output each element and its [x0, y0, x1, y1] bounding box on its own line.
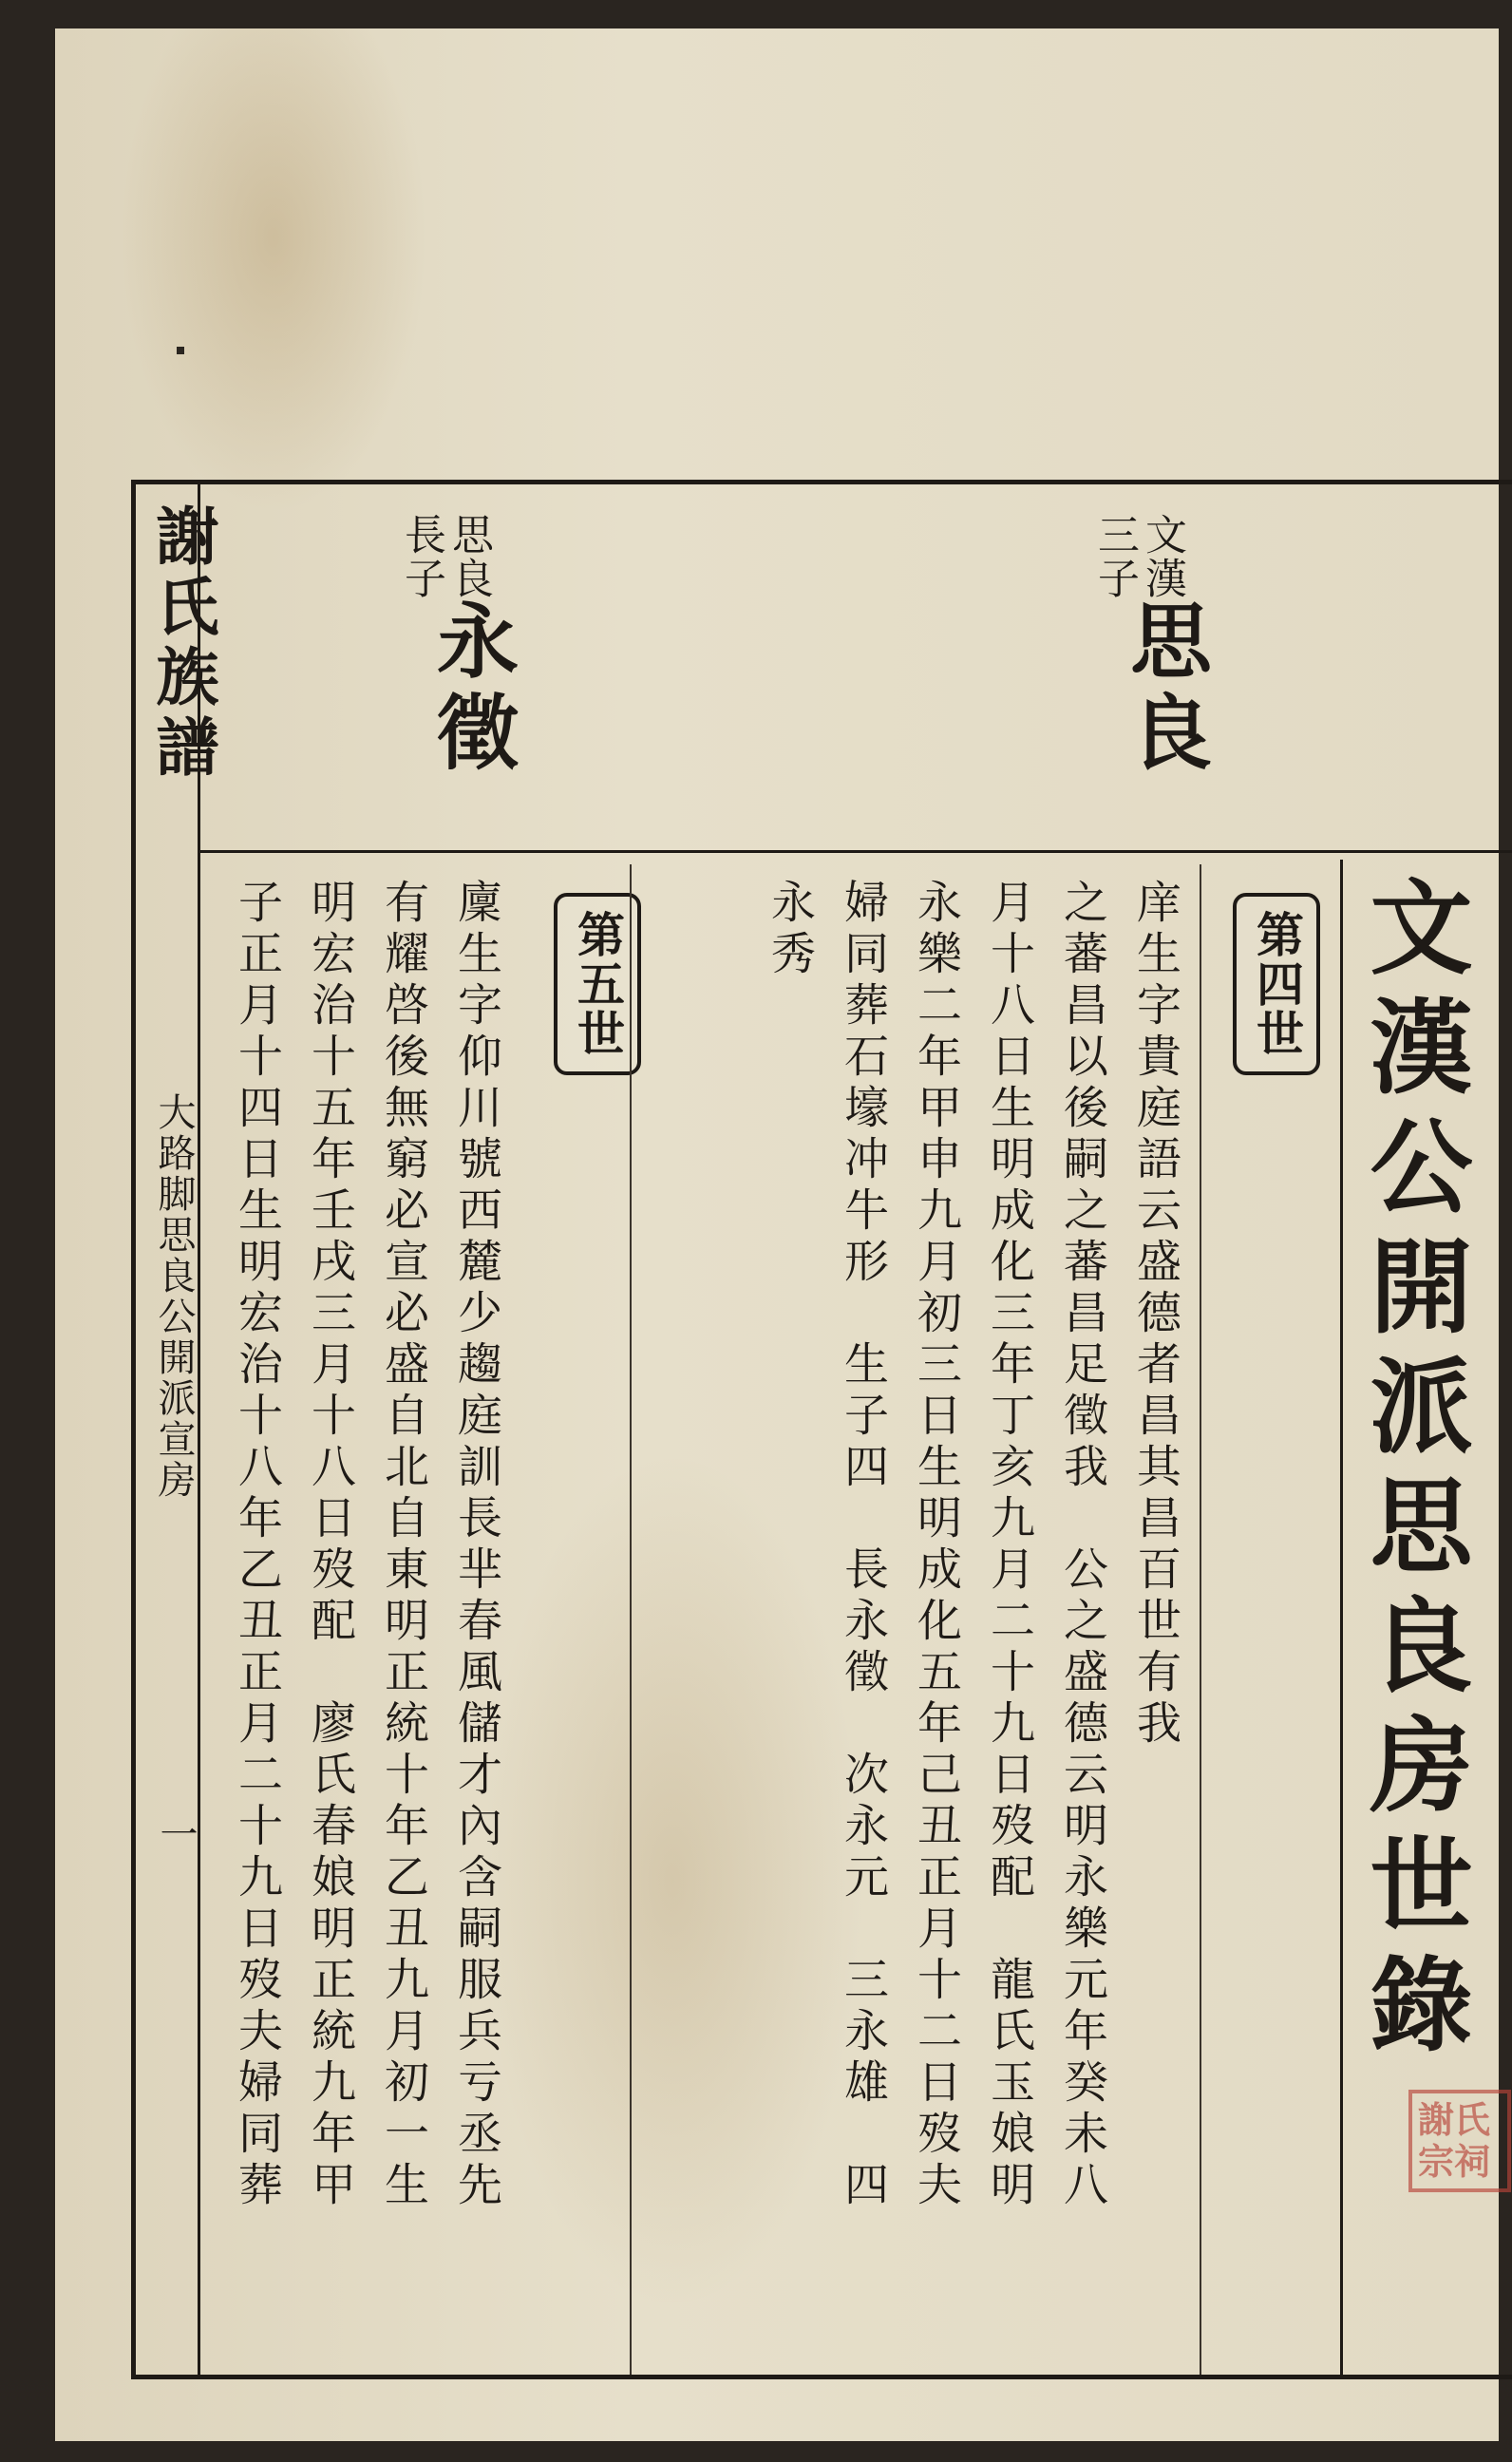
red-seal-stamp: 謝氏宗祠 [1408, 2090, 1511, 2192]
gen5-bio-line: 子正月十四日生明宏治十八年乙丑正月二十九日歿夫婦同葬 [231, 879, 283, 2212]
gen4-parent-line2: 三子 [1090, 513, 1139, 600]
book-title: 謝氏族譜 [145, 503, 219, 785]
gen4-bio-line: 永樂二年甲申九月初三日生明成化五年己丑正月十二日歿夫 [910, 879, 962, 2212]
gen5-bio-line: 有耀啓後無窮必宣必盛自北自東明正統十年乙丑九月初一生 [377, 879, 429, 2212]
gen5-parent-line2: 長子 [397, 513, 445, 600]
gen5-badge: 第五世 [554, 893, 641, 1075]
book-spine [136, 484, 219, 2375]
chapter-subtitle: 大路脚思良公開派宣房 [152, 1092, 196, 1501]
gen5-parent-label [397, 513, 492, 600]
column-rule [1200, 864, 1201, 2375]
gen4-badge: 第四世 [1233, 893, 1320, 1075]
page-number: 一 [154, 1814, 198, 1852]
gen4-bio-line: 永秀 [764, 879, 816, 981]
gen4-parent-line1: 文漢 [1138, 513, 1186, 600]
gen5-parent-line1: 思良 [444, 513, 493, 600]
gen5-bio-line: 明宏治十五年壬戌三月十八日歿配 廖氏春娘明正統九年甲 [304, 879, 356, 2212]
section-title: 文漢公開派思良房世錄 [1352, 874, 1472, 2071]
column-rule [630, 864, 632, 2375]
header-divider [198, 850, 1512, 853]
ink-dot [177, 347, 184, 354]
gen4-bio-line: 婦同葬石壕冲牛形 生子四 長永徵 次永元 三永雄 四 [837, 879, 889, 2212]
gen4-bio-line: 之蕃昌以後嗣之蕃昌足徵我 公之盛德云明永樂元年癸未八 [1056, 879, 1108, 2212]
page-frame [131, 480, 1512, 2379]
gen5-name: 永徵 [423, 598, 519, 781]
genealogy-page [55, 28, 1499, 2441]
gen4-bio-line: 月十八日生明成化三年丁亥九月二十九日歿配 龍氏玉娘明 [983, 879, 1035, 2212]
gen4-bio-line: 庠生字貴庭語云盛德者昌其昌百世有我 [1129, 879, 1181, 1751]
gen4-name: 思良 [1116, 598, 1212, 781]
gen5-bio-line: 廩生字仰川號西麓少趨庭訓長芈春風儲才內含嗣服兵亏丞先 [450, 879, 502, 2212]
gen4-parent-label [1090, 513, 1185, 600]
